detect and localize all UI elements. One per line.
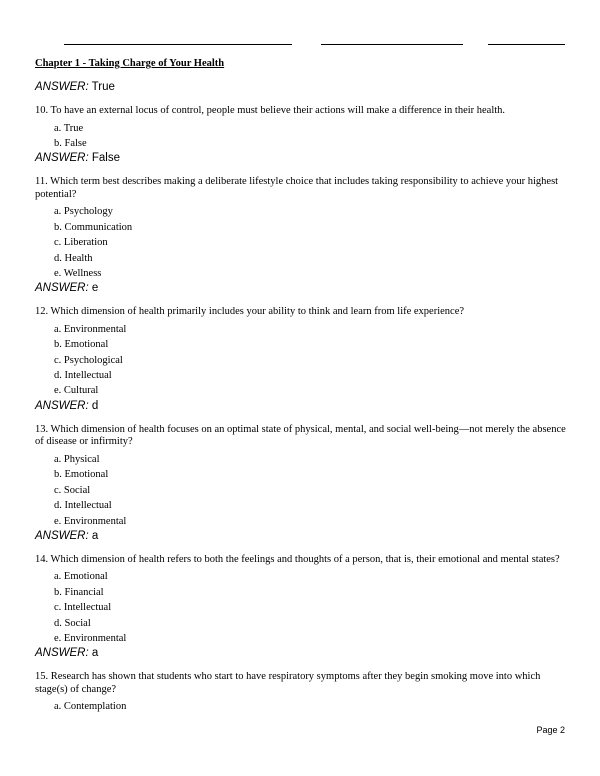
answer-line — [35, 529, 570, 544]
question-block — [35, 424, 570, 544]
answer-value: False — [91, 152, 120, 165]
answer-value: a — [91, 529, 99, 542]
question-text: 14. Which dimension of health refers to both the feelings and thoughts of a person, that is, their emotional and mental states? — [35, 553, 560, 565]
answer-line — [35, 80, 570, 95]
answer-option: a. Contemplation — [54, 701, 127, 713]
answer-option: c. Intellectual — [54, 602, 112, 614]
option-list — [35, 322, 570, 399]
option-list — [35, 452, 570, 529]
question-list — [35, 105, 570, 715]
answer-option: d. Intellectual — [54, 370, 112, 382]
question-text: 11. Which term best describes making a deliberate lifestyle choice that includes taking responsibility to achieve your highest potential? — [35, 176, 559, 200]
answer-line — [35, 399, 570, 414]
answer-option: a. Environmental — [54, 323, 127, 335]
answer-option: b. Emotional — [54, 339, 109, 351]
question-block — [35, 105, 570, 166]
answer-label: ANSWER: — [35, 399, 89, 412]
page-number: Page 2 — [536, 725, 565, 735]
question-block — [35, 176, 570, 296]
option-list — [35, 569, 570, 646]
answer-value: True — [91, 81, 115, 93]
question-block — [35, 306, 570, 414]
answer-option: d. Social — [54, 617, 91, 629]
answer-option: e. Environmental — [54, 633, 127, 645]
option-list — [35, 121, 570, 152]
answer-label: ANSWER: — [35, 152, 89, 165]
answer-option: b. False — [54, 137, 87, 149]
answer-label: ANSWER: — [35, 282, 89, 295]
answer-option: a. Psychology — [54, 206, 113, 218]
header-blank-line-1 — [64, 44, 292, 45]
answer-option: b. Financial — [54, 586, 104, 598]
document-body — [35, 57, 570, 715]
answer-value: e — [91, 282, 99, 295]
answer-line — [35, 151, 570, 166]
answer-option: c. Liberation — [54, 237, 108, 249]
question-block — [35, 554, 570, 662]
answer-label: ANSWER: — [35, 81, 89, 93]
answer-label: ANSWER: — [35, 647, 89, 660]
answer-value: d — [91, 399, 99, 412]
answer-option: a. True — [54, 122, 84, 134]
answer-option: b. Communication — [54, 221, 133, 233]
header-blank-line-3 — [488, 44, 565, 45]
question-text: 12. Which dimension of health primarily includes your ability to think and learn from life experience? — [35, 306, 465, 318]
answer-label: ANSWER: — [35, 529, 89, 542]
answer-option: d. Intellectual — [54, 500, 112, 512]
answer-line — [35, 646, 570, 661]
answer-option: e. Wellness — [54, 267, 102, 279]
answer-value: a — [91, 647, 99, 660]
option-list — [35, 204, 570, 281]
answer-option: d. Health — [54, 252, 93, 264]
chapter-title: Chapter 1 - Taking Charge of Your Health — [35, 58, 225, 69]
question-text: 10. To have an external locus of control, people must believe their actions will make a difference in their health. — [35, 105, 506, 116]
answer-option: c. Social — [54, 484, 91, 496]
question-text: 15. Research has shown that students who start to have respiratory symptoms after they begin smoking move into which stage(s) of change? — [35, 671, 541, 695]
answer-option: a. Physical — [54, 453, 100, 465]
answer-option: e. Cultural — [54, 385, 99, 397]
answer-line — [35, 281, 570, 296]
header-blank-line-2 — [321, 44, 463, 45]
answer-option: a. Emotional — [54, 571, 108, 583]
answer-option: c. Psychological — [54, 354, 123, 366]
answer-option: e. Environmental — [54, 515, 127, 527]
question-block — [35, 671, 570, 714]
answer-option: b. Emotional — [54, 469, 109, 481]
option-list — [35, 699, 570, 714]
question-text: 13. Which dimension of health focuses on an optimal state of physical, mental, and social well-being—not merely the absence of disease or infirmity? — [35, 423, 566, 448]
